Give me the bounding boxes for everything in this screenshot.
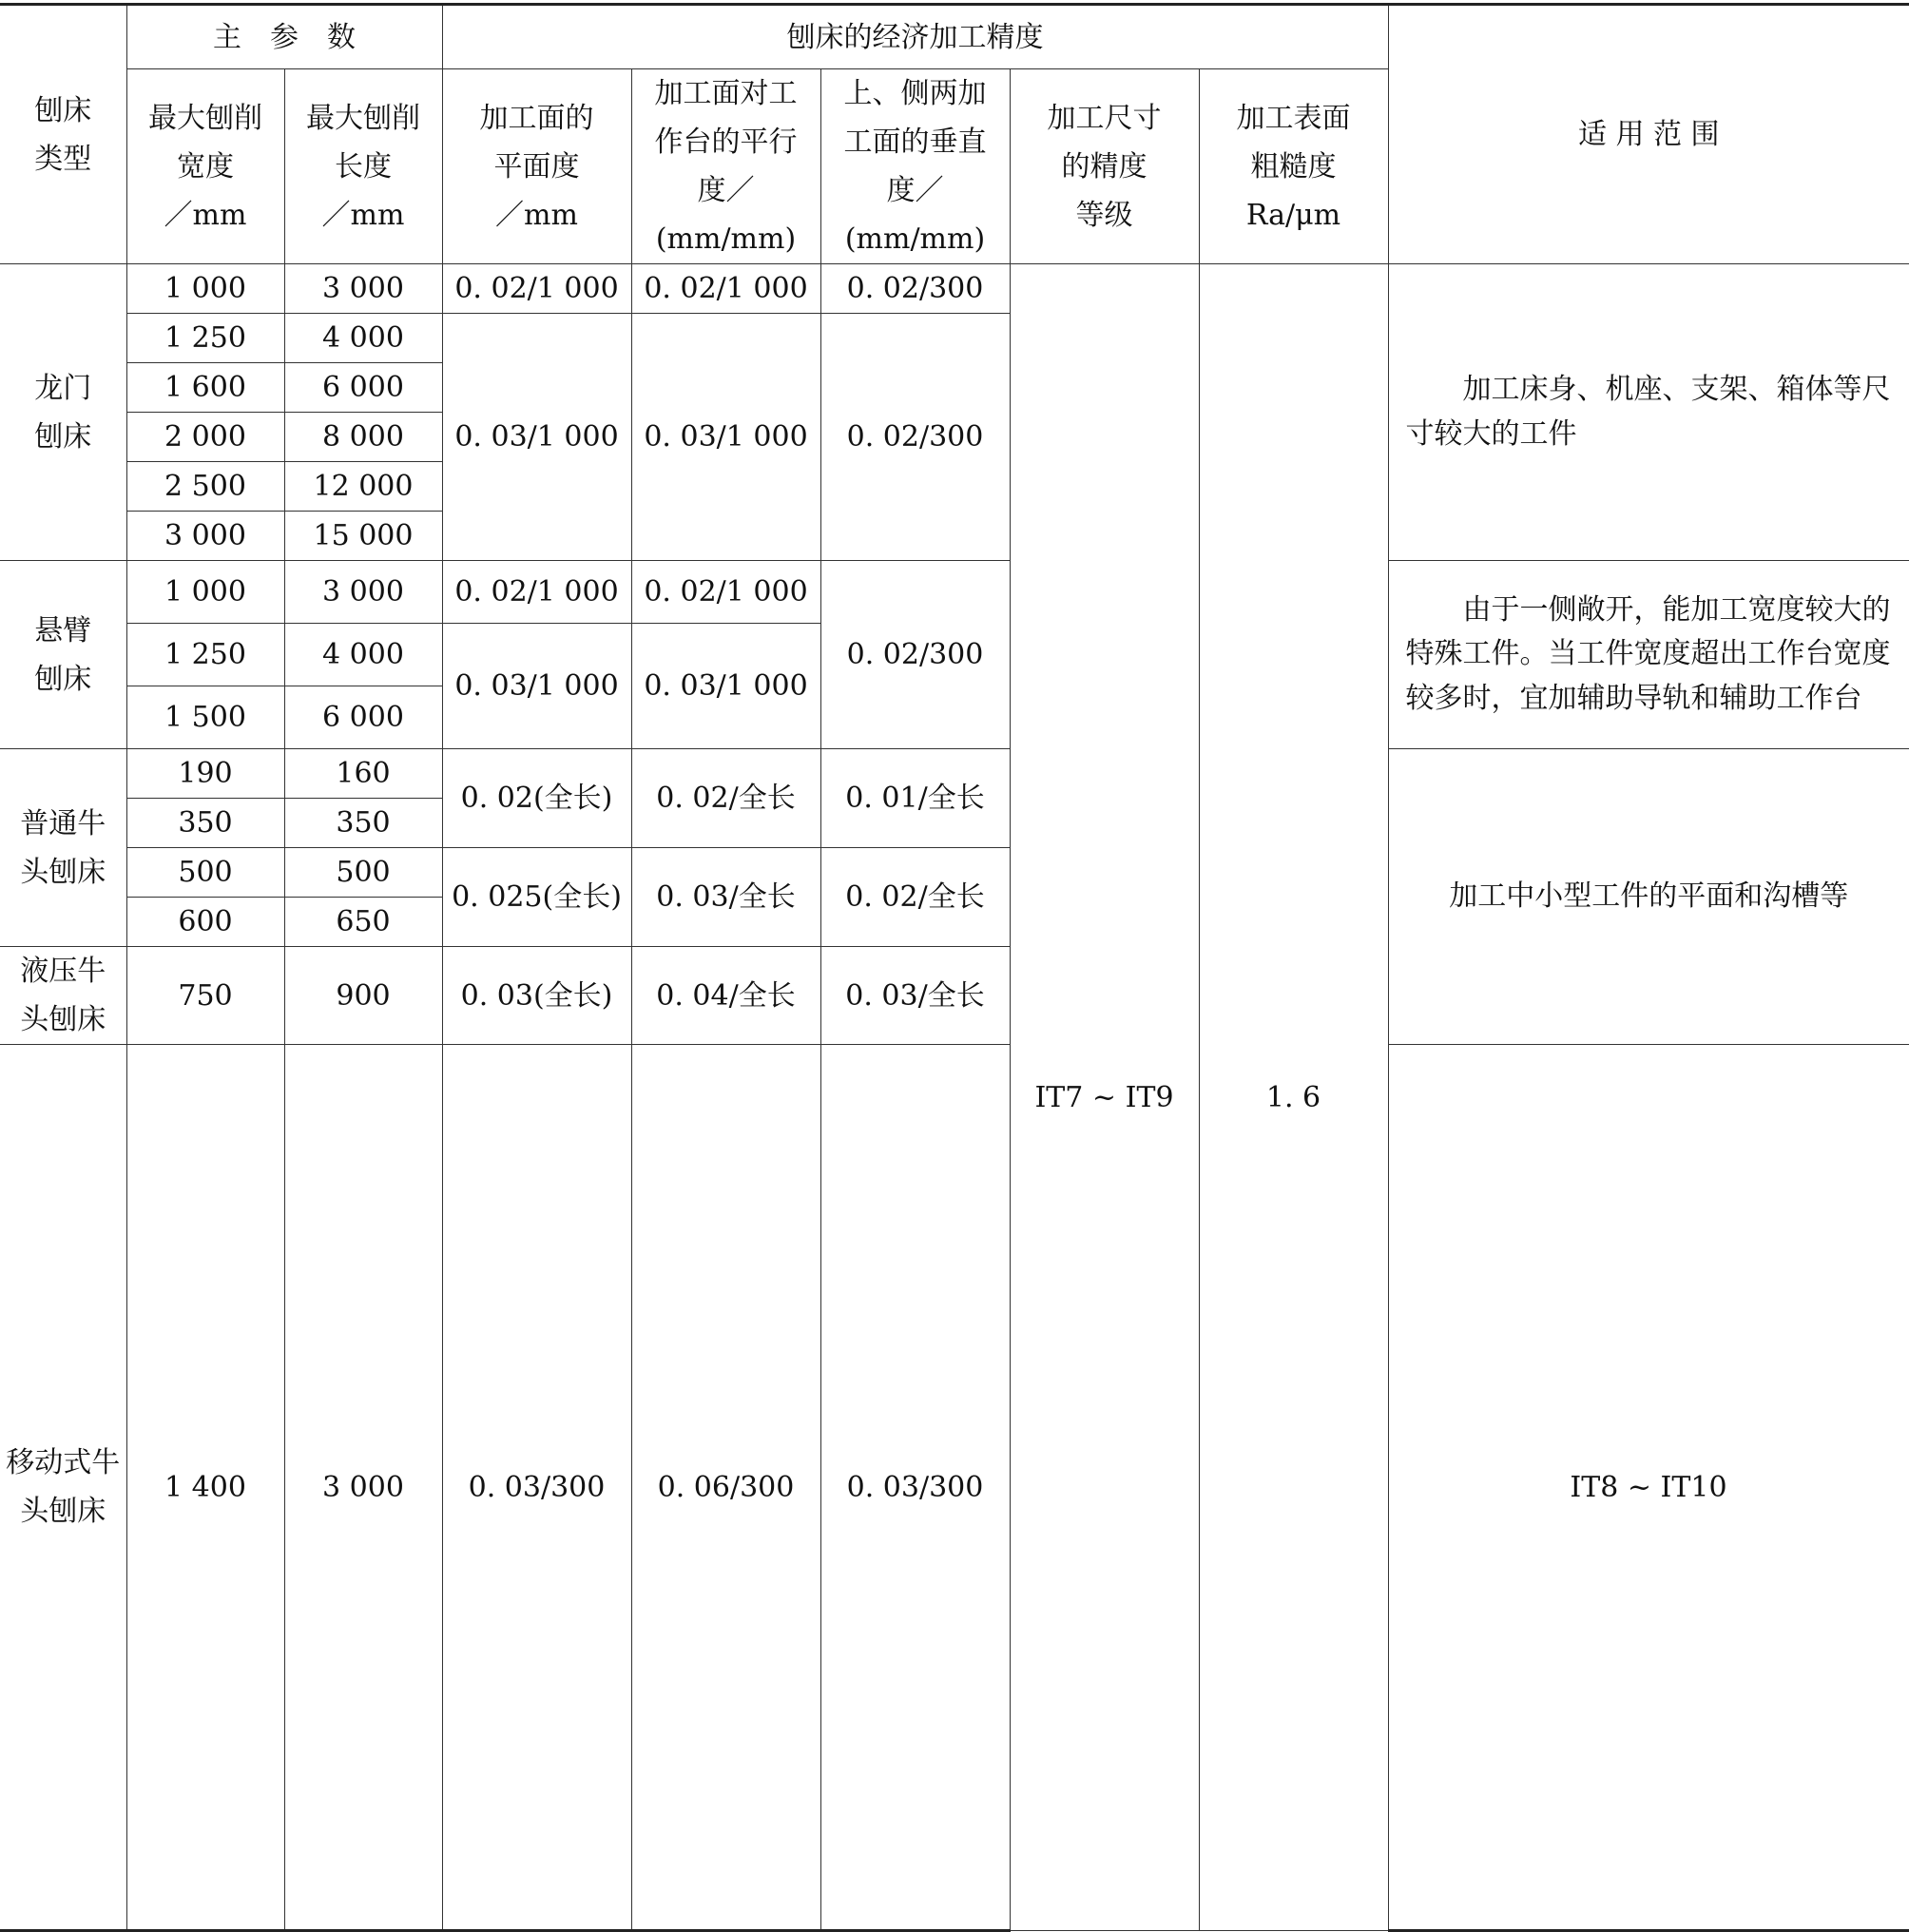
shaper-scope: 加工中小型工件的平面和沟槽等 [1388, 749, 1909, 1045]
shaper-type: 普通牛 头刨床 [0, 749, 126, 947]
header-dimension-grade: 加工尺寸 的精度 等级 [1010, 69, 1199, 264]
header-roughness: 加工表面 粗糙度 Ra/μm [1199, 69, 1388, 264]
openside-length-cell: 6 000 [284, 686, 442, 749]
gantry-length-cell: 6 000 [284, 363, 442, 413]
shaper-length-cell: 500 [284, 848, 442, 898]
traveling-type: 移动式牛 头刨床 [0, 1045, 126, 1931]
openside-flatness-b: 0. 03/1 000 [442, 624, 631, 749]
shaper-length-cell: 160 [284, 749, 442, 799]
traveling-grade: IT8 ~ IT10 [1388, 1045, 1909, 1931]
hydraulic-perp: 0. 03/全长 [820, 947, 1010, 1045]
gantry-parallel-a: 0. 02/1 000 [631, 264, 820, 314]
traveling-parallel: 0. 06/300 [631, 1045, 820, 1931]
shared-grade: IT7 ~ IT9 [1010, 264, 1199, 1931]
table-row [0, 561, 1909, 624]
shaper-width-cell: 350 [126, 799, 284, 848]
gantry-perp-a: 0. 02/300 [820, 264, 1010, 314]
traveling-width-cell: 1 400 [126, 1045, 284, 1931]
hydraulic-width-cell: 750 [126, 947, 284, 1045]
traveling-perp: 0. 03/300 [820, 1045, 1010, 1931]
header-flatness: 加工面的 平面度 ／mm [442, 69, 631, 264]
table-row [0, 264, 1909, 314]
gantry-length-cell: 15 000 [284, 512, 442, 561]
openside-perp: 0. 02/300 [820, 561, 1010, 749]
hydraulic-length-cell: 900 [284, 947, 442, 1045]
shaper-width-cell: 500 [126, 848, 284, 898]
gantry-length-cell: 4 000 [284, 314, 442, 363]
openside-scope: 由于一侧敞开，能加工宽度较大的特殊工件。当工件宽度超出工作台宽度较多时，宜加辅助导轨和辅助工作台 [1388, 561, 1909, 749]
gantry-width-cell: 3 000 [126, 512, 284, 561]
gantry-flatness-a: 0. 02/1 000 [442, 264, 631, 314]
shaper-width-cell: 600 [126, 898, 284, 947]
gantry-length-cell: 8 000 [284, 413, 442, 462]
openside-length-cell: 4 000 [284, 624, 442, 686]
header-precision-group: 刨床的经济加工精度 [442, 5, 1388, 69]
gantry-width-cell: 2 000 [126, 413, 284, 462]
shaper-perp-b: 0. 02/全长 [820, 848, 1010, 947]
shaper-width-cell: 190 [126, 749, 284, 799]
header-machine-type: 刨床 类型 [0, 5, 126, 264]
header-max-width: 最大刨削 宽度 ／mm [126, 69, 284, 264]
shaper-parallel-a: 0. 02/全长 [631, 749, 820, 848]
openside-width-cell: 1 250 [126, 624, 284, 686]
table-row [0, 749, 1909, 799]
header-scope: 适 用 范 围 [1388, 5, 1909, 264]
hydraulic-flatness: 0. 03(全长) [442, 947, 631, 1045]
gantry-length-cell: 12 000 [284, 462, 442, 512]
openside-width-cell: 1 500 [126, 686, 284, 749]
shaper-length-cell: 650 [284, 898, 442, 947]
gantry-width-cell: 1 600 [126, 363, 284, 413]
gantry-parallel-b: 0. 03/1 000 [631, 314, 820, 561]
gantry-width-cell: 1 000 [126, 264, 284, 314]
shaper-flatness-a: 0. 02(全长) [442, 749, 631, 848]
header-perpendicularity: 上、侧两加 工面的垂直 度／(mm/mm) [820, 69, 1010, 264]
table-row [0, 1045, 1909, 1931]
openside-length-cell: 3 000 [284, 561, 442, 624]
hydraulic-type: 液压牛 头刨床 [0, 947, 126, 1045]
gantry-perp-b: 0. 02/300 [820, 314, 1010, 561]
traveling-length-cell: 3 000 [284, 1045, 442, 1931]
gantry-length-cell: 3 000 [284, 264, 442, 314]
gantry-type: 龙门 刨床 [0, 264, 126, 561]
gantry-width-cell: 1 250 [126, 314, 284, 363]
planer-precision-table-wrapper [0, 3, 1909, 1932]
traveling-flatness: 0. 03/300 [442, 1045, 631, 1931]
shaper-length-cell: 350 [284, 799, 442, 848]
openside-parallel-a: 0. 02/1 000 [631, 561, 820, 624]
shaper-parallel-b: 0. 03/全长 [631, 848, 820, 947]
shaper-flatness-b: 0. 025(全长) [442, 848, 631, 947]
shaper-perp-a: 0. 01/全长 [820, 749, 1010, 848]
header-max-length: 最大刨削 长度 ／mm [284, 69, 442, 264]
header-parallelism: 加工面对工 作台的平行 度／(mm/mm) [631, 69, 820, 264]
gantry-width-cell: 2 500 [126, 462, 284, 512]
header-main-params: 主 参 数 [126, 5, 442, 69]
openside-width-cell: 1 000 [126, 561, 284, 624]
openside-parallel-b: 0. 03/1 000 [631, 624, 820, 749]
openside-type: 悬臂 刨床 [0, 561, 126, 749]
gantry-scope: 加工床身、机座、支架、箱体等尺寸较大的工件 [1388, 264, 1909, 561]
hydraulic-parallel: 0. 04/全长 [631, 947, 820, 1045]
planer-precision-table [0, 3, 1909, 1932]
openside-flatness-a: 0. 02/1 000 [442, 561, 631, 624]
shared-roughness: 1. 6 [1199, 264, 1388, 1931]
gantry-flatness-b: 0. 03/1 000 [442, 314, 631, 561]
